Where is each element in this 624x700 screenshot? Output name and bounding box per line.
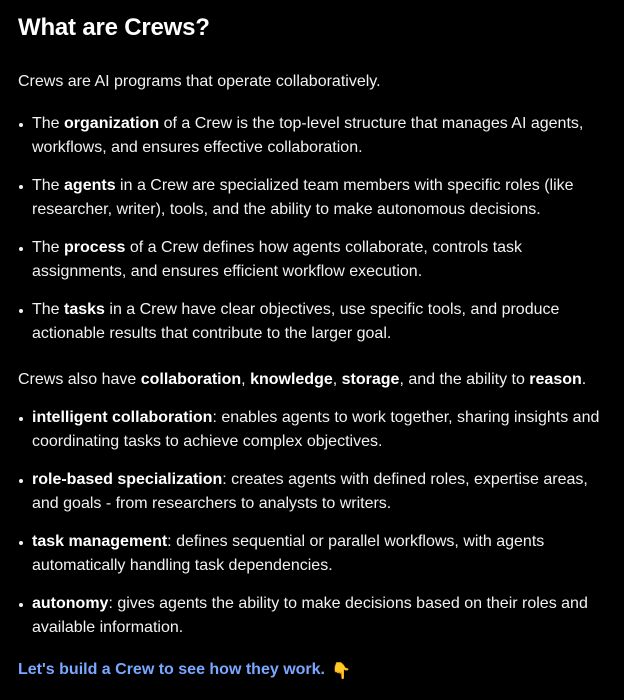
item-prefix: The xyxy=(32,115,65,132)
list-item-role-based-specialization xyxy=(18,468,606,516)
call-to-action xyxy=(18,658,606,684)
cta-text: Let's build a Crew to see how they work. xyxy=(18,661,325,678)
list-item-autonomy xyxy=(18,592,606,640)
summary-text: . xyxy=(581,371,587,388)
list-item-tasks xyxy=(18,298,606,346)
item-prefix: The xyxy=(32,177,65,194)
crew-parts-list xyxy=(18,112,606,346)
item-term: agents xyxy=(64,177,116,194)
item-term: process xyxy=(64,239,126,256)
summary-text: , xyxy=(241,371,251,388)
item-description: of a Crew is the top-level structure that manages AI agents, workflows, and ensures effective collaboration. xyxy=(32,115,584,156)
list-item-process xyxy=(18,236,606,284)
summary-term-storage: storage xyxy=(341,371,400,388)
item-description: in a Crew have clear objectives, use specific tools, and produce actionable results that contribute to the larger goal. xyxy=(32,301,560,342)
pointing-down-icon: 👇 xyxy=(330,663,351,680)
summary-term-knowledge: knowledge xyxy=(250,371,333,388)
item-prefix: The xyxy=(32,239,65,256)
item-term: organization xyxy=(64,115,160,132)
feature-term: intelligent collaboration xyxy=(32,409,213,426)
item-description: in a Crew are specialized team members with specific roles (like researcher, writer), tools, and the ability to make autonomous decisions. xyxy=(32,177,574,218)
list-item-intelligent-collaboration xyxy=(18,406,606,454)
feature-term: role-based specialization xyxy=(32,471,223,488)
features-list xyxy=(18,406,606,640)
list-item-agents xyxy=(18,174,606,222)
feature-description: : defines sequential or parallel workflows, with agents automatically handling task dependencies. xyxy=(32,533,545,574)
item-description: of a Crew defines how agents collaborate, controls task assignments, and ensures efficient workflow execution. xyxy=(32,239,523,280)
intro-text: Crews are AI programs that operate collaboratively. xyxy=(18,73,381,90)
list-item-task-management xyxy=(18,530,606,578)
feature-description: : gives agents the ability to make decisions based on their roles and available information. xyxy=(32,595,588,636)
item-term: tasks xyxy=(64,301,105,318)
feature-term: task management xyxy=(32,533,168,550)
capabilities-summary xyxy=(18,368,606,392)
feature-description: : creates agents with defined roles, expertise areas, and goals - from researchers to analysts to writers. xyxy=(32,471,588,512)
feature-term: autonomy xyxy=(32,595,109,612)
list-item-organization xyxy=(18,112,606,160)
summary-term-collaboration: collaboration xyxy=(140,371,242,388)
summary-text: , xyxy=(332,371,342,388)
summary-text: Crews also have xyxy=(18,371,141,388)
page-title: What are Crews? xyxy=(18,14,210,41)
item-prefix: The xyxy=(32,301,65,318)
summary-text: , and the ability to xyxy=(399,371,530,388)
feature-description: : enables agents to work together, sharing insights and coordinating tasks to achieve complex objectives. xyxy=(32,409,600,450)
summary-term-reason: reason xyxy=(529,371,582,388)
